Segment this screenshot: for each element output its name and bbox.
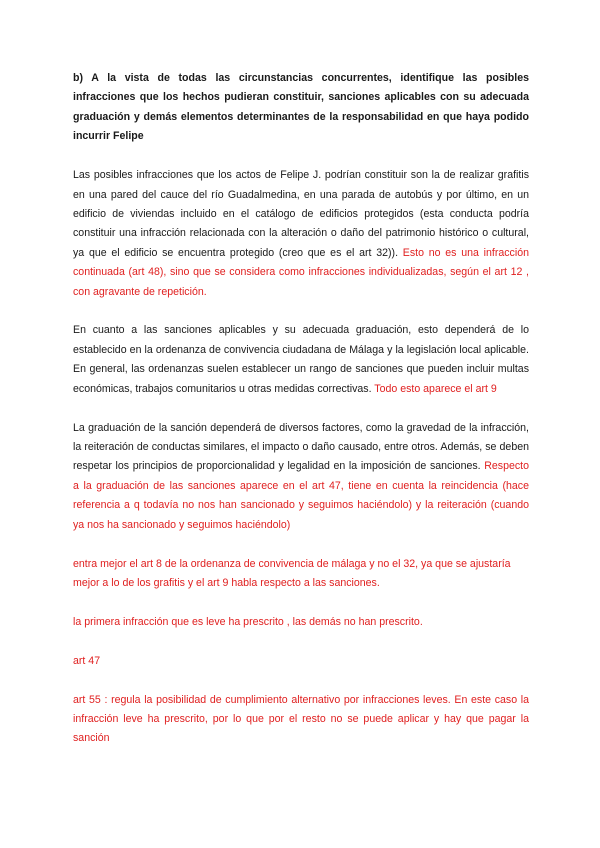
- question-heading: b) A la vista de todas las circunstancias concurrentes, identifique las posibles infracciones que los hechos pudieran constituir, sanciones aplicables con su adecuada graduación y demás elementos determinantes de la responsabilidad en que haya podido incurrir Felipe: [73, 72, 529, 143]
- annotation-prescripcion: la primera infracción que es leve ha prescrito , las demás no han prescrito.: [73, 615, 423, 628]
- paragraph-text: Las posibles infracciones que los actos de Felipe J. podrían constituir son la de realizar grafitis en una pared del cauce del río Guadalmedina, en una parada de autobús y por último, en un edificio de viviendas incluido en el catálogo de edificios protegidos (esta conducta podría constituir una infracción relacionada con la alteración o daño del patrimonio histórico o cultural, ya que el edificio se encuentra protegido (creo que es el art 32)).: [73, 169, 529, 259]
- annotation-note: Esto no es una infracción continuada (art 48), sino que se considera como infracciones individualizadas, según el art 12 , con agravante de repetición.: [73, 246, 529, 298]
- annotation-art-55: art 55 : regula la posibilidad de cumplimiento alternativo por infracciones leves. En este caso la infracción leve ha prescrito, por lo que por el resto no se puede aplicar y hay que pagar la sanción: [73, 693, 529, 745]
- document-body: [73, 69, 529, 749]
- paragraph-infracciones: [73, 166, 529, 302]
- annotation-note: Todo esto aparece el art 9: [371, 382, 497, 395]
- paragraph-text: La graduación de la sanción dependerá de diversos factores, como la gravedad de la infracción, la reiteración de conductas similares, el impacto o daño causado, entre otros. Además, se deben respetar los principios de proporcionalidad y legalidad en la imposición de sanciones.: [73, 421, 529, 473]
- paragraph-sanciones: [73, 321, 529, 399]
- paragraph-graduacion: [73, 419, 529, 535]
- annotation-articulo-8: entra mejor el art 8 de la ordenanza de convivencia de málaga y no el 32, ya que se ajustaría mejor a lo de los grafitis y el art 9 habla respecto a las sanciones.: [73, 557, 511, 589]
- annotation-note: Respecto a la graduación de las sanciones aparece en el art 47, tiene en cuenta la reincidencia (hace referencia a q todavía no nos han sancionado y seguimos haciéndolo) y la reiteración (cuando ya nos ha sancionado y seguimos haciéndolo): [73, 460, 529, 531]
- paragraph-text: En cuanto a las sanciones aplicables y su adecuada graduación, esto dependerá de lo establecido en la ordenanza de convivencia ciudadana de Málaga y la legislación local aplicable. En general, las ordenanzas suelen establecer un rango de sanciones que pueden incluir multas económicas, trabajos comunitarios u otras medidas correctivas.: [73, 324, 529, 395]
- annotation-art-47: art 47: [73, 654, 101, 667]
